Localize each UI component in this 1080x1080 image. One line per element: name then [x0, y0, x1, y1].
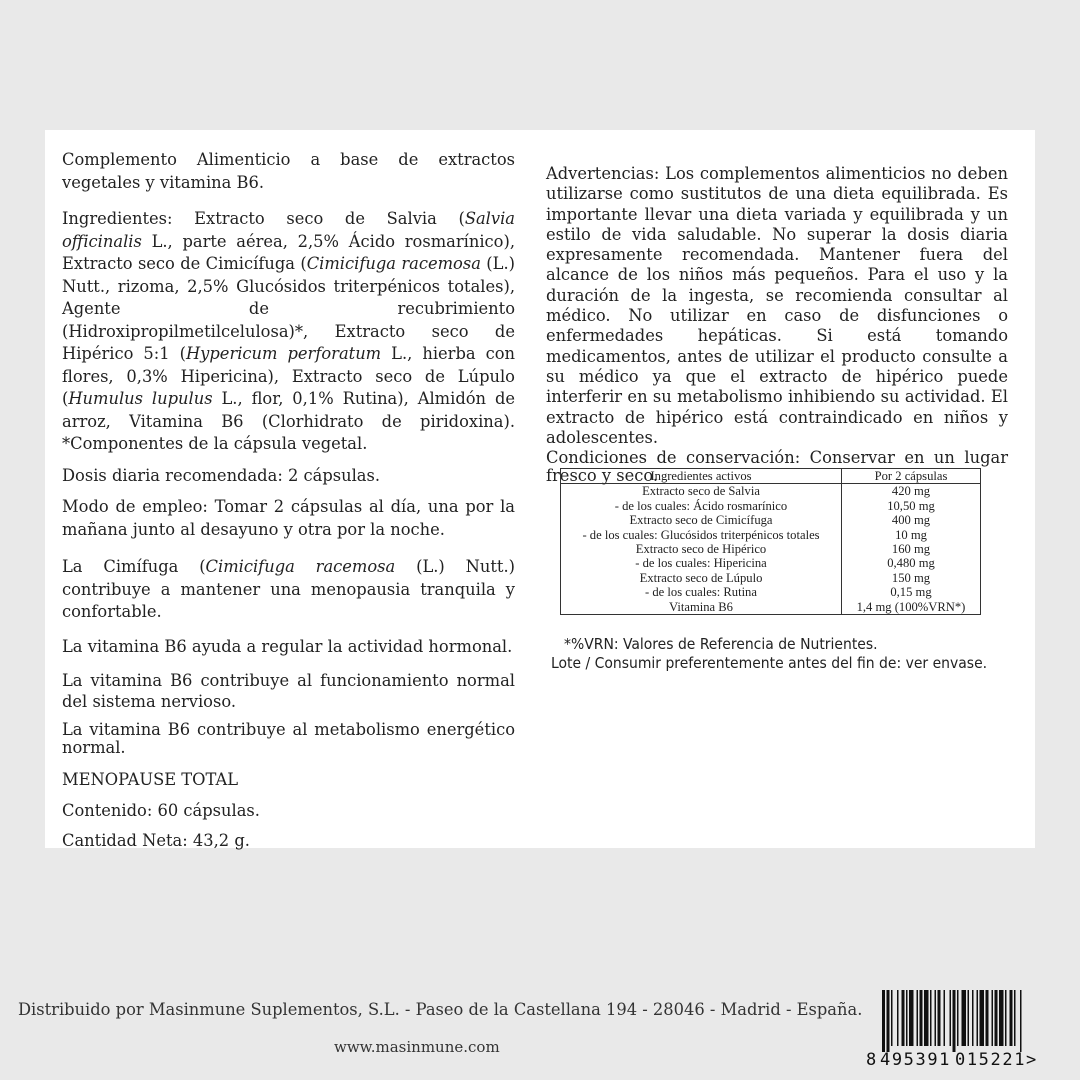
- table-row: [561, 600, 981, 615]
- barcode-bar: [957, 990, 959, 1046]
- barcode-bars: [866, 990, 1072, 1052]
- barcode-bar: [930, 990, 932, 1046]
- barcode-bar: [920, 990, 923, 1046]
- table-header-amount: Por 2 cápsulas: [842, 469, 981, 484]
- barcode-bar: [972, 990, 974, 1046]
- barcode-bar: [995, 990, 998, 1046]
- barcode-bar: [950, 990, 952, 1046]
- barcode-bar: [887, 990, 890, 1052]
- net-quantity: Cantidad Neta: 43,2 g.: [62, 831, 250, 850]
- product-name: MENOPAUSE TOTAL: [62, 770, 239, 789]
- table-row: [561, 556, 981, 570]
- barcode-bar: [935, 990, 937, 1046]
- table-cell: Extracto seco de Salvia: [561, 484, 842, 499]
- barcode-bar: [968, 990, 970, 1046]
- barcode-bar: [953, 990, 956, 1052]
- table-cell: 10 mg: [842, 528, 981, 542]
- table-cell: 160 mg: [842, 542, 981, 556]
- table-cell: 0,480 mg: [842, 556, 981, 570]
- table-cell: - de los cuales: Hipericina: [561, 556, 842, 570]
- table-row: [561, 484, 981, 499]
- table-cell: 1,4 mg (100%VRN*): [842, 600, 981, 615]
- table-row: [561, 499, 981, 513]
- barcode-bar: [924, 990, 929, 1046]
- barcode-bar: [944, 990, 946, 1046]
- table-cell: - de los cuales: Ácido rosmarínico: [561, 499, 842, 513]
- right-column: [546, 164, 1008, 485]
- claim-energy: La vitamina B6 contribuye al metabolismo energético normal.: [62, 720, 515, 757]
- left-column: [62, 149, 515, 853]
- content-text: Contenido: 60 cápsulas.: [62, 800, 260, 820]
- claim-cimifuga: La Cimífuga (Cimicifuga racemosa (L.) Nutt.) contribuye a mantener una menopausia tranquila y confortable.: [62, 557, 515, 621]
- warnings-text: Advertencias: Los complementos alimenticios no deben utilizarse como sustitutos de una dieta equilibrada. Es importante llevar una dieta variada y equilibrada y un estilo de vida saludable. No superar la dosis diaria expresamente recomendada. Mantener fuera del alcance de los niños más pequeños. Para el uso y la duración de la ingesta, se recomienda consultar al médico. No utilizar en caso de disfunciones o enfermedades hepáticas. Si está tomando medicamentos, antes de utilizar el producto consulte a su médico ya que el extracto de hipérico puede interferir en su metabolismo inhibiendo su actividad. El extracto de hipérico está contraindicado en niños y adolescentes.: [546, 164, 1008, 447]
- barcode-bar: [909, 990, 914, 1046]
- ingredients-text: Ingredientes: Extracto seco de Salvia (Salvia officinalis L., parte aérea, 2,5% Ácido rosmarínico), Extracto seco de Cimicífuga (Cimicifuga racemosa (L.) Nutt., rizoma, 2,5% Glucósidos triterpénicos totales), Agente de recubrimiento (Hidroxipropilmetilcelulosa)*, Extracto seco de Hipérico 5:1 (Hypericum perforatum L., hierba con flores, 0,3% Hipericina), Extracto seco de Lúpulo (Humulus lupulus L., flor, 0,1% Rutina), Almidón de arroz, Vitamina B6 (Clorhidrato de piridoxina). *Componentes de la cápsula vegetal.: [62, 209, 515, 453]
- barcode-bar: [906, 990, 908, 1046]
- table-row: [561, 513, 981, 527]
- table-header-ingredient: Ingredientes activos: [561, 469, 842, 484]
- barcode-bar: [1020, 990, 1022, 1052]
- table-cell: Extracto seco de Cimicífuga: [561, 513, 842, 527]
- table-cell: 420 mg: [842, 484, 981, 499]
- barcode-bar: [980, 990, 985, 1046]
- table-row: [561, 585, 981, 599]
- table-cell: 400 mg: [842, 513, 981, 527]
- distributor-text: Distribuido por Masinmune Suplementos, S.L. - Paseo de la Castellana 194 - 28046 - Madrid - España.: [18, 1000, 863, 1019]
- table-cell: Extracto seco de Lúpulo: [561, 571, 842, 585]
- barcode-bar: [917, 990, 919, 1046]
- barcode-bar: [999, 990, 1004, 1046]
- barcode-bar: [986, 990, 989, 1046]
- barcode-bar: [992, 990, 994, 1046]
- barcode-bar: [938, 990, 941, 1046]
- claim-hormonal: La vitamina B6 ayuda a regular la actividad hormonal.: [62, 636, 513, 656]
- barcode-bar: [902, 990, 905, 1046]
- table-header-row: [561, 469, 981, 484]
- active-ingredients-table: [560, 468, 981, 615]
- usage-text: Modo de empleo: Tomar 2 cápsulas al día, una por la mañana junto al desayuno y otra por la noche.: [62, 497, 515, 539]
- barcode-bar: [897, 990, 899, 1046]
- claim-nervous: La vitamina B6 contribuye al funcionamiento normal del sistema nervioso.: [62, 671, 515, 711]
- barcode-bar: [1014, 990, 1016, 1046]
- table-cell: - de los cuales: Rutina: [561, 585, 842, 599]
- intro-text: Complemento Alimenticio a base de extractos vegetales y vitamina B6.: [62, 150, 515, 192]
- table-row: [561, 528, 981, 542]
- website-link[interactable]: www.masinmune.com: [334, 1038, 500, 1056]
- table-row: [561, 571, 981, 585]
- table-row: [561, 542, 981, 556]
- vrn-note: *%VRN: Valores de Referencia de Nutrientes.: [564, 635, 878, 653]
- barcode-number: 8 495391 015221>: [866, 1050, 1038, 1070]
- lot-note: Lote / Consumir preferentemente antes del fin de: ver envase.: [551, 654, 988, 672]
- barcode-bar: [962, 990, 967, 1046]
- barcode-bar: [1005, 990, 1007, 1046]
- dose-text: Dosis diaria recomendada: 2 cápsulas.: [62, 465, 381, 485]
- barcode-bar: [882, 990, 885, 1052]
- barcode-bar: [891, 990, 893, 1046]
- table-cell: - de los cuales: Glucósidos triterpénicos totales: [561, 528, 842, 542]
- table-cell: 0,15 mg: [842, 585, 981, 599]
- table-cell: 10,50 mg: [842, 499, 981, 513]
- table-cell: Extracto seco de Hipérico: [561, 542, 842, 556]
- table-cell: 150 mg: [842, 571, 981, 585]
- table-cell: Vitamina B6: [561, 600, 842, 615]
- barcode-bar: [977, 990, 979, 1046]
- storage-text: Condiciones de conservación: Conservar en un lugar fresco y seco.: [546, 448, 1008, 486]
- barcode-bar: [1010, 990, 1013, 1046]
